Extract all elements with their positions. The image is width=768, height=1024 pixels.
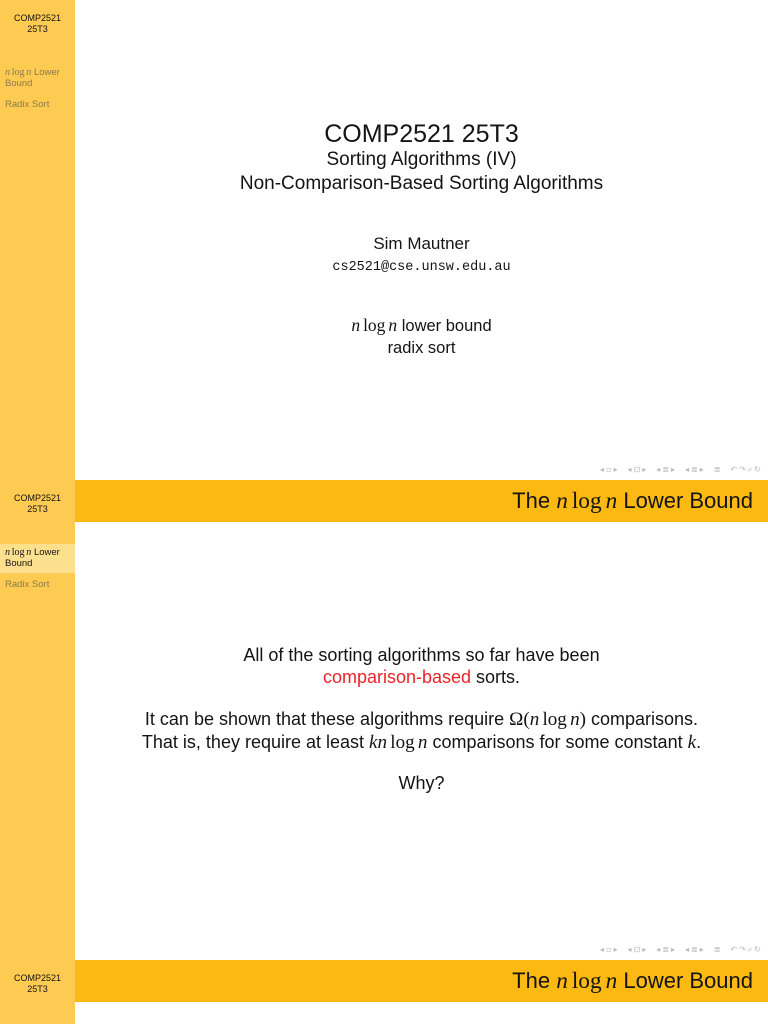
frame-title-math	[556, 968, 617, 994]
subsection-icon[interactable]: ≣	[662, 945, 669, 954]
slide-lower-bound	[0, 480, 768, 960]
presentation-subtitle-2: Non-Comparison-Based Sorting Algorithms	[239, 173, 604, 194]
sidebar-item-lower-bound[interactable]	[0, 64, 75, 93]
topic-math	[351, 315, 397, 335]
alert-text: comparison-based	[322, 667, 472, 687]
frame-title	[512, 960, 753, 1002]
topic-lower-bound	[75, 314, 768, 337]
nav-group	[684, 464, 705, 476]
author-email: cs2521@cse.unsw.edu.au	[332, 260, 511, 275]
frame-icon[interactable]: ⊡	[633, 465, 641, 474]
body-text: It can be shown that these algorithms require	[144, 709, 505, 729]
math-var-n: n	[605, 488, 618, 514]
frame-title-prefix: The	[512, 968, 551, 993]
next-section-icon[interactable]: ▸	[699, 945, 704, 954]
math-op-log: log	[11, 547, 25, 558]
body-line-5: Why?	[398, 773, 445, 793]
presentation-title: COMP2521 25T3	[324, 120, 519, 148]
math-op-log: log	[390, 732, 415, 753]
topic-text: lower bound	[401, 317, 492, 335]
body-line-2	[75, 666, 768, 688]
math-var-n: n	[26, 547, 32, 558]
nav-group	[729, 944, 762, 956]
slide-title	[0, 0, 768, 480]
body-text: comparisons for some constant	[432, 732, 683, 752]
course-term: 25T3	[27, 504, 48, 514]
section-icon[interactable]: ≣	[690, 945, 698, 954]
prev-subsection-icon[interactable]: ◂	[656, 945, 661, 954]
body-text: That is, they require at least	[141, 732, 365, 752]
math-var-n: n	[556, 488, 568, 514]
sidebar-item-math	[5, 547, 31, 558]
slide-body	[75, 480, 768, 960]
math-var-n: n	[570, 709, 580, 730]
sidebar-course-title[interactable]	[0, 973, 75, 995]
body-line-3	[75, 708, 768, 731]
course-code: COMP2521	[13, 973, 62, 983]
math-var-n: n	[556, 968, 568, 994]
body-line-1: All of the sorting algorithms so far have been	[243, 645, 600, 665]
nav-group	[729, 464, 762, 476]
prev-frame-icon[interactable]: ◂	[627, 465, 632, 474]
nav-group	[655, 464, 676, 476]
back-icon[interactable]: ↶	[730, 945, 738, 954]
document-icon[interactable]: ≣	[713, 945, 721, 954]
frame-title-prefix: The	[512, 488, 551, 513]
frame-title-math	[556, 488, 617, 514]
back-icon[interactable]: ↶	[730, 465, 738, 474]
math-op-log: log	[571, 488, 602, 514]
sidebar-item-radix-sort[interactable]	[0, 576, 75, 594]
frame-title-bar	[75, 960, 768, 1002]
next-subsection-icon[interactable]: ▸	[670, 465, 675, 474]
frame-title	[512, 480, 753, 522]
frame-title-bar	[75, 480, 768, 522]
section-icon[interactable]: ≣	[690, 465, 698, 474]
forward-icon[interactable]: ↷	[739, 945, 746, 954]
next-subsection-icon[interactable]: ▸	[670, 945, 675, 954]
body-text: comparisons.	[591, 709, 699, 729]
slide-body	[75, 960, 768, 1024]
math-var-n: n	[351, 315, 361, 335]
sidebar	[0, 0, 75, 480]
math-var-n: n	[5, 67, 11, 78]
math-omega: Ω	[509, 709, 524, 730]
next-slide-icon[interactable]: ▸	[613, 945, 618, 954]
course-term: 25T3	[27, 984, 48, 994]
next-slide-icon[interactable]: ▸	[613, 465, 618, 474]
slide-lower-bound-continued	[0, 960, 768, 1024]
big-omega-expression	[509, 709, 586, 730]
next-frame-icon[interactable]: ▸	[642, 465, 647, 474]
next-frame-icon[interactable]: ▸	[642, 945, 647, 954]
sidebar-item-label: Radix Sort	[5, 579, 50, 590]
math-var-n: n	[5, 547, 11, 558]
sidebar-course-title[interactable]	[0, 493, 75, 515]
math-op-log: log	[542, 709, 567, 730]
sidebar	[0, 960, 75, 1024]
math-var-n: n	[377, 732, 388, 753]
math-var-k: k	[687, 732, 697, 753]
slide-icon[interactable]: ▫	[606, 945, 612, 954]
math-op-log: log	[11, 67, 25, 78]
sidebar-item-radix-sort[interactable]	[0, 96, 75, 114]
sidebar-course-title[interactable]	[0, 13, 75, 35]
subsection-icon[interactable]: ≣	[662, 465, 669, 474]
nav-group	[655, 944, 676, 956]
sidebar	[0, 480, 75, 960]
refresh-icon[interactable]: ↻	[754, 945, 761, 954]
prev-section-icon[interactable]: ◂	[684, 465, 689, 474]
slide-body	[75, 0, 768, 480]
next-section-icon[interactable]: ▸	[699, 465, 704, 474]
math-op-log: log	[571, 968, 602, 994]
nav-group	[713, 944, 722, 956]
math-var-n: n	[529, 709, 540, 730]
body-text: .	[696, 732, 702, 752]
prev-slide-icon[interactable]: ◂	[600, 945, 605, 954]
prev-subsection-icon[interactable]: ◂	[656, 465, 661, 474]
prev-frame-icon[interactable]: ◂	[627, 945, 632, 954]
navigation-symbols	[591, 944, 762, 956]
slide-icon[interactable]: ▫	[606, 465, 612, 474]
prev-section-icon[interactable]: ◂	[684, 945, 689, 954]
sidebar-item-label: Lower Bound	[5, 67, 60, 89]
nav-group	[627, 944, 648, 956]
nav-group	[627, 464, 648, 476]
navigation-symbols	[591, 464, 762, 476]
body-text: sorts.	[476, 667, 521, 687]
forward-icon[interactable]: ↷	[739, 465, 746, 474]
math-paren-open: (	[523, 709, 530, 730]
presentation-subtitle: Sorting Algorithms (IV)	[326, 149, 517, 170]
math-var-n: n	[26, 67, 32, 78]
course-code: COMP2521	[13, 13, 62, 23]
course-code: COMP2521	[13, 493, 62, 503]
math-paren-close: )	[579, 709, 586, 730]
math-op-log: log	[363, 315, 386, 335]
prev-slide-icon[interactable]: ◂	[600, 465, 605, 474]
frame-icon[interactable]: ⊡	[633, 945, 641, 954]
search-icon[interactable]: ⌕	[747, 945, 753, 954]
nav-group	[599, 944, 618, 956]
math-var-n: n	[417, 732, 428, 753]
math-var-k: k	[369, 732, 378, 753]
topic-radix-sort: radix sort	[387, 339, 456, 357]
kn-log-n-expression	[369, 732, 427, 753]
sidebar-item-lower-bound[interactable]	[0, 544, 75, 573]
search-icon[interactable]: ⌕	[747, 465, 753, 474]
body-line-4	[75, 731, 768, 754]
frame-title-suffix: Lower Bound	[623, 488, 753, 513]
sidebar-item-math	[5, 67, 31, 78]
frame-title-suffix: Lower Bound	[623, 968, 753, 993]
sidebar-item-label: Lower Bound	[5, 547, 60, 569]
refresh-icon[interactable]: ↻	[754, 465, 761, 474]
nav-group	[713, 464, 722, 476]
math-var-n: n	[388, 315, 398, 335]
math-var-n: n	[605, 968, 618, 994]
document-icon[interactable]: ≣	[713, 465, 721, 474]
nav-group	[684, 944, 705, 956]
nav-group	[599, 464, 618, 476]
sidebar-item-label: Radix Sort	[5, 99, 50, 110]
course-term: 25T3	[27, 24, 48, 34]
author-name: Sim Mautner	[373, 234, 470, 253]
